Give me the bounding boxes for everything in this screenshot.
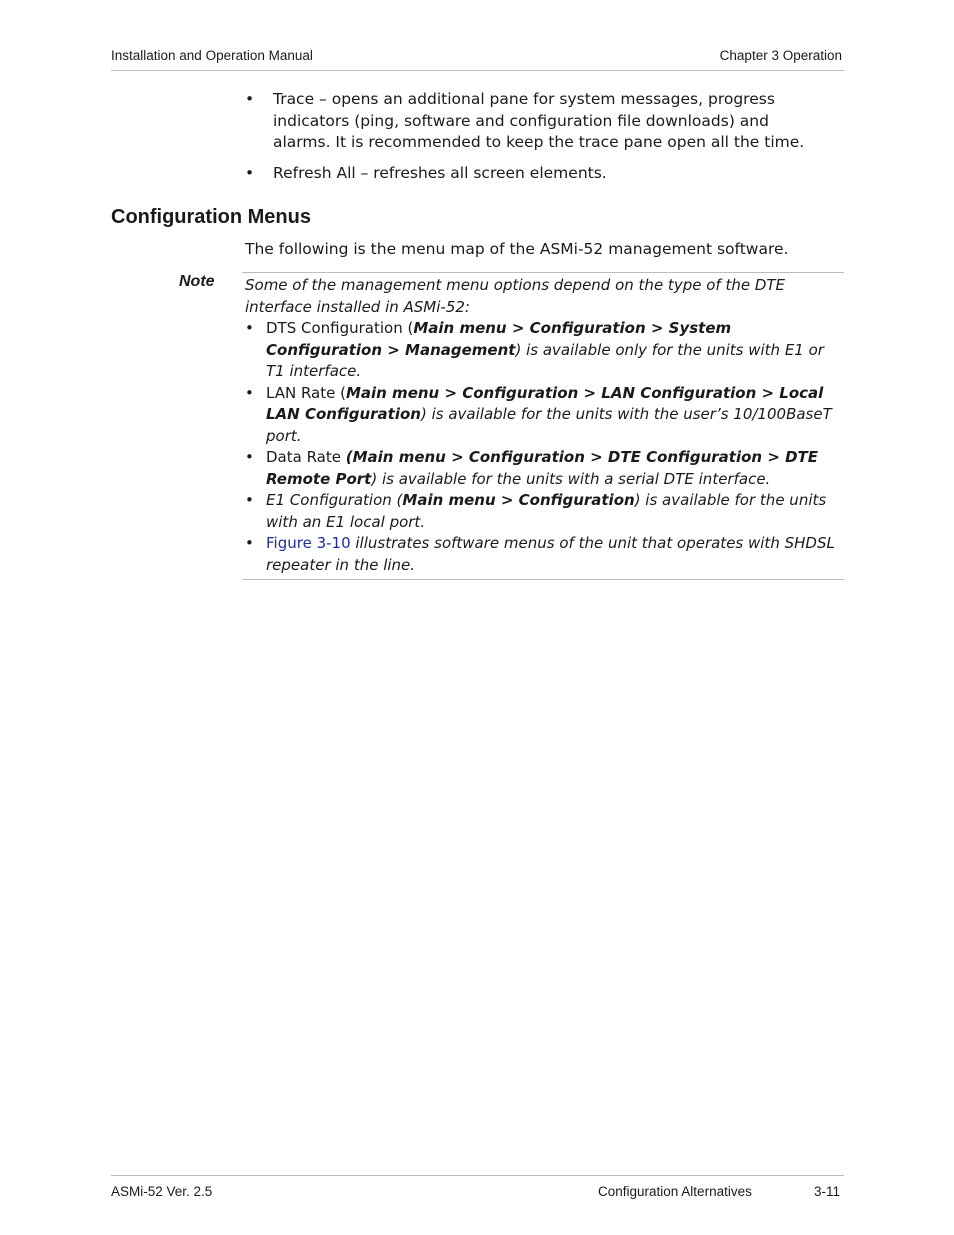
note-item-data-rate: • Data Rate (Main menu > Configuration > DTE Configuration > DTE Remote Port) is available for the units with a serial DTE interface. (245, 447, 844, 490)
note-list (245, 318, 844, 576)
note-item-dts: • DTS Configuration (Main menu > Configuration > System Configuration > Management) is available only for the units with E1 or T1 interface. (245, 318, 844, 383)
note-intro: Some of the management menu options depend on the type of the DTE interface installed in ASMi-52: (245, 276, 786, 316)
footer-version: ASMi-52 Ver. 2.5 (111, 1184, 213, 1199)
list-item: • Trace – opens an additional pane for system messages, progress indicators (ping, software and configuration file downloads) and alarms. It is recommended to keep the trace pane open all the time. (245, 89, 825, 154)
note-item-lan-rate: • LAN Rate (Main menu > Configuration > LAN Configuration > Local LAN Configuration) is available for the units with the user’s 10/100BaseT port. (245, 383, 844, 448)
figure-link[interactable]: Figure 3-10 (266, 534, 351, 552)
note-item-figure: • Figure 3-10 illustrates software menus of the unit that operates with SHDSL repeater in the line. (245, 533, 844, 576)
note-item-e1: • E1 Configuration (Main menu > Configuration) is available for the units with an E1 local port. (245, 490, 844, 533)
header-manual-title: Installation and Operation Manual (111, 48, 313, 63)
intro-paragraph: The following is the menu map of the ASMi-52 management software. (245, 240, 789, 258)
bullet-list (245, 89, 825, 193)
page-footer (111, 1175, 844, 1206)
page-header (111, 48, 844, 71)
note-label: Note (179, 273, 215, 290)
footer-page-number: 3-11 (813, 1184, 840, 1199)
section-title: Configuration Menus (111, 206, 311, 228)
list-item: • Refresh All – refreshes all screen elements. (245, 163, 825, 185)
footer-section: Configuration Alternatives (598, 1184, 752, 1199)
header-chapter: Chapter 3 Operation (719, 48, 842, 63)
note-box (242, 272, 844, 580)
